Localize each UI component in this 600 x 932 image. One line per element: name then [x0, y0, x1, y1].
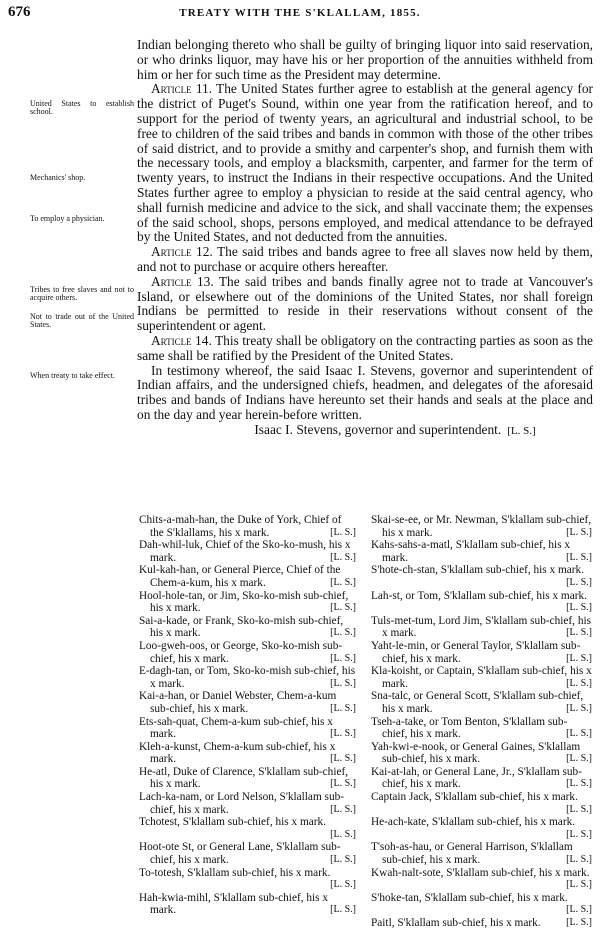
signatory-name: Tchotest, S'klallam sub-chief, his x mark. — [139, 816, 326, 829]
signature-entry — [371, 539, 592, 564]
signature-entry — [139, 640, 356, 665]
signatory-name: Kai-at-lah, or General Lane, Jr., S'klallam sub-chief, his x mark. — [371, 765, 582, 791]
signatory-name: To-totesh, S'klallam sub-chief, his x mark. — [139, 866, 331, 879]
seal-mark: [L. S.] — [330, 803, 356, 815]
article-12-label: Article 12. — [151, 244, 213, 260]
seal-mark: [L. S.] — [330, 753, 356, 765]
signatory-name: Kleh-a-kunst, Chem-a-kum sub-chief, his x mark. — [139, 740, 336, 766]
seal-mark: [L. S.] — [330, 627, 356, 639]
signature-entry — [139, 590, 356, 615]
signature-entry — [139, 716, 356, 741]
signature-entry — [139, 816, 356, 841]
side-note-school: United States to establish school. — [30, 99, 134, 117]
signature-entry — [139, 741, 356, 766]
page-title: TREATY WITH THE S'KLALLAM, 1855. — [179, 7, 421, 19]
signatory-name: Kwah-nalt-sote, S'klallam sub-chief, his x mark. — [371, 866, 590, 879]
signatory-name: Ets-sah-quat, Chem-a-kum sub-chief, his x mark. — [139, 715, 333, 741]
signature-entry — [371, 816, 592, 841]
signature-entry — [139, 564, 356, 589]
signature-entry — [139, 665, 356, 690]
signature-entry — [139, 867, 356, 892]
seal-mark: [L. S.] — [566, 576, 592, 588]
signatory-name: Lach-ka-nam, or Lord Nelson, S'klallam sub-chief, his x mark. — [139, 791, 345, 816]
signatory-name: Loo-gweh-oos, or George, Sko-ko-mish sub-chief, his x mark. — [139, 639, 343, 665]
signature-entry — [371, 640, 592, 665]
signatory-name: He-atl, Duke of Clarence, S'klallam sub-chief, his x mark. — [139, 765, 349, 791]
seal-mark: [L. S.] — [566, 753, 592, 765]
signature-entry — [139, 539, 356, 564]
signatory-name: Hah-kwia-mihl, S'klallam sub-chief, his x mark. — [139, 891, 329, 917]
seal-mark: [L. S.] — [330, 854, 356, 866]
governor-signature-line — [137, 423, 593, 439]
seal-mark: [L. S.] — [566, 879, 592, 891]
signature-entry — [371, 590, 592, 615]
testimony-paragraph: In testimony whereof, the said Isaac I. Stevens, governor and superintendent of Indian affairs, and the undersigned chiefs, headmen, and delegates of the aforesaid tribes and bands of Indians have hereunto set their hands and seals at the place and on the day and year herein-before written. — [137, 362, 593, 422]
seal-mark: [L. S.] — [566, 778, 592, 790]
side-note-slaves: Tribes to free slaves and not to acquire others. — [30, 285, 134, 303]
signatory-name: S'hoke-tan, S'klallam sub-chief, his x mark. — [371, 891, 568, 904]
article-14-text: This treaty shall be obligatory on the contracting parties as soon as the same shall be ratified by the President of the United States. — [137, 332, 593, 363]
signatory-name: Hoot-ote St, or General Lane, S'klallam sub-chief, his x mark. — [139, 841, 341, 867]
signatory-name: Paitl, S'klallam sub-chief, his x mark. — [371, 917, 541, 929]
article-14 — [137, 334, 593, 364]
signatory-name: Chits-a-mah-han, the Duke of York, Chief of the S'klallams, his x mark. — [139, 514, 342, 539]
article-11-label: Article 11. — [151, 81, 213, 97]
seal-mark: [L. S.] — [566, 526, 592, 538]
signature-entry — [371, 867, 592, 892]
signature-entry — [371, 791, 592, 816]
signatory-name: Sai-a-kade, or Frank, Sko-ko-mish sub-chief, his x mark. — [139, 614, 344, 640]
side-note-trade: Not to trade out of the United States. — [30, 312, 134, 330]
signature-entry — [371, 514, 592, 539]
signature-entry — [371, 741, 592, 766]
article-13-label: Article 13. — [151, 273, 214, 289]
article-14-label: Article 14. — [151, 332, 212, 348]
seal-mark: [L. S.] — [566, 602, 592, 614]
page-number: 676 — [8, 4, 31, 20]
governor-signature: Isaac I. Stevens, governor and superintendent. — [254, 421, 502, 437]
signatory-name: Yah-kwi-e-nook, or General Gaines, S'klallam sub-chief, his x mark. — [371, 740, 581, 766]
signatory-name: Sna-talc, or General Scott, S'klallam sub-chief, his x mark. — [371, 690, 584, 715]
signature-entry — [139, 690, 356, 715]
seal-mark: [L. S.] — [566, 677, 592, 689]
side-note-shop: Mechanics' shop. — [30, 173, 86, 182]
seal-mark: [L. S.] — [330, 702, 356, 714]
seal-mark: [L. S.] — [566, 803, 592, 815]
treaty-body — [137, 38, 593, 439]
article-12 — [137, 245, 593, 275]
signature-entry — [139, 892, 356, 917]
signatory-name: E-dagh-tan, or Tom, Sko-ko-mish sub-chief, his x mark. — [139, 665, 356, 690]
signatory-name: Kul-kah-han, or General Pierce, Chief of the Chem-a-kum, his x mark. — [139, 564, 341, 589]
seal-mark: [L. S.] — [566, 702, 592, 714]
signature-entry — [371, 766, 592, 791]
signatory-name: T'soh-as-hau, or General Harrison, S'klallam sub-chief, his x mark. — [371, 841, 573, 867]
signature-entry — [371, 665, 592, 690]
signature-entry — [139, 841, 356, 866]
signature-entry — [139, 615, 356, 640]
seal-mark: [L. S.] — [330, 677, 356, 689]
seal-mark: [L. S.] — [566, 828, 592, 840]
seal-mark: [L. S.] — [330, 526, 356, 538]
seal-mark: [L. S.] — [566, 551, 592, 563]
seal-mark: [L. S.] — [566, 854, 592, 866]
signature-entry — [139, 766, 356, 791]
seal-mark: [L. S.] — [330, 904, 356, 916]
signature-entry — [139, 514, 356, 539]
seal-mark: [L. S.] — [566, 627, 592, 639]
signatory-name: Kai-a-han, or Daniel Webster, Chem-a-kum sub-chief, his x mark. — [139, 690, 337, 715]
article-13-text: The said tribes and bands finally agree not to trade at Vancouver's Island, or elsewhere out of the dominions of the United States, nor shall foreign Indians be permitted to reside in their reservations without consent of the superintendent or agent. — [137, 273, 594, 334]
signatory-name: Dah-whil-luk, Chief of the Sko-ko-mush, his x mark. — [139, 539, 351, 564]
seal-mark: [L. S.] — [330, 879, 356, 891]
signatory-name: Tseh-a-take, or Tom Benton, S'klallam sub-chief, his x mark. — [371, 715, 568, 741]
signature-entry — [371, 841, 592, 866]
signatory-name: He-ach-kate, S'klallam sub-chief, his x mark. — [371, 816, 576, 829]
seal-mark: [L. S.] — [330, 728, 356, 740]
signatory-name: Kla-koisht, or Captain, S'klallam sub-chief, his x mark. — [371, 665, 592, 690]
article-11 — [137, 82, 593, 245]
governor-seal: [L. S.] — [507, 424, 536, 437]
seal-mark: [L. S.] — [330, 778, 356, 790]
signature-entry — [371, 716, 592, 741]
signature-entry — [139, 791, 356, 816]
signatory-name: Kahs-sahs-a-matl, S'klallam sub-chief, his x mark. — [371, 539, 571, 564]
article-11-text: The United States further agree to establish at the general agency for the district of Puget's Sound, within one year from the ratification hereof, and to support for the period of twenty years, an agricultural and industrial school, to be free to children of the said tribes and bands in common with those of the other tribes of said district, and to provide a smithy and carpenter's shop, and furnish them with the necessary tools, and employ a blacksmith, carpenter, and farmer for the term of twenty years, to instruct the Indians in their respective occupations. And the United States further agree to employ a physician to reside at the said central agency, who shall furnish medicine and advice to the sick, and shall vaccinate them; the expenses of the said school, shops, persons employed, and medical attendance to be defrayed by the United States, and not deducted from the annuities. — [137, 81, 593, 245]
seal-mark: [L. S.] — [566, 917, 592, 928]
signature-entry — [371, 564, 592, 589]
article-13 — [137, 275, 593, 334]
signatory-name: Tuls-met-tum, Lord Jim, S'klallam sub-chief, his x mark. — [371, 614, 592, 640]
signature-entry — [371, 690, 592, 715]
running-head — [8, 4, 592, 24]
signatory-name: Captain Jack, S'klallam sub-chief, his x mark. — [371, 791, 578, 804]
article-12-text: The said tribes and bands agree to free all slaves now held by them, and not to purchase or acquire others hereafter. — [137, 244, 593, 274]
signature-entry — [371, 615, 592, 640]
seal-mark: [L. S.] — [566, 652, 592, 664]
seal-mark: [L. S.] — [330, 576, 356, 588]
seal-mark: [L. S.] — [330, 602, 356, 614]
side-note-physician: To employ a physician. — [30, 214, 105, 223]
seal-mark: [L. S.] — [566, 904, 592, 916]
seal-mark: [L. S.] — [566, 728, 592, 740]
signatory-name: Skai-se-ee, or Mr. Newman, S'klallam sub-chief, his x mark. — [371, 514, 592, 539]
signature-entry — [371, 917, 592, 930]
signatory-name: Hool-hole-tan, or Jim, Sko-ko-mish sub-chief, his x mark. — [139, 589, 349, 615]
side-note-effect: When treaty to take effect. — [30, 371, 115, 380]
signature-entry — [371, 892, 592, 917]
signatures-right-column — [371, 514, 592, 930]
signatory-name: Lah-st, or Tom, S'klallam sub-chief, his x mark. — [371, 589, 587, 602]
intro-paragraph: Indian belonging thereto who shall be guilty of bringing liquor into said reservation, or who drinks liquor, may have his or her proportion of the annuities withheld from him or her for such time as the President may determine. — [137, 37, 593, 82]
signatures-left-column — [139, 514, 356, 917]
seal-mark: [L. S.] — [330, 828, 356, 840]
seal-mark: [L. S.] — [330, 551, 356, 563]
seal-mark: [L. S.] — [330, 652, 356, 664]
signatory-name: S'hote-ch-stan, S'klallam sub-chief, his x mark. — [371, 564, 585, 577]
signatory-name: Yaht-le-min, or General Taylor, S'klallam sub-chief, his x mark. — [371, 639, 581, 665]
